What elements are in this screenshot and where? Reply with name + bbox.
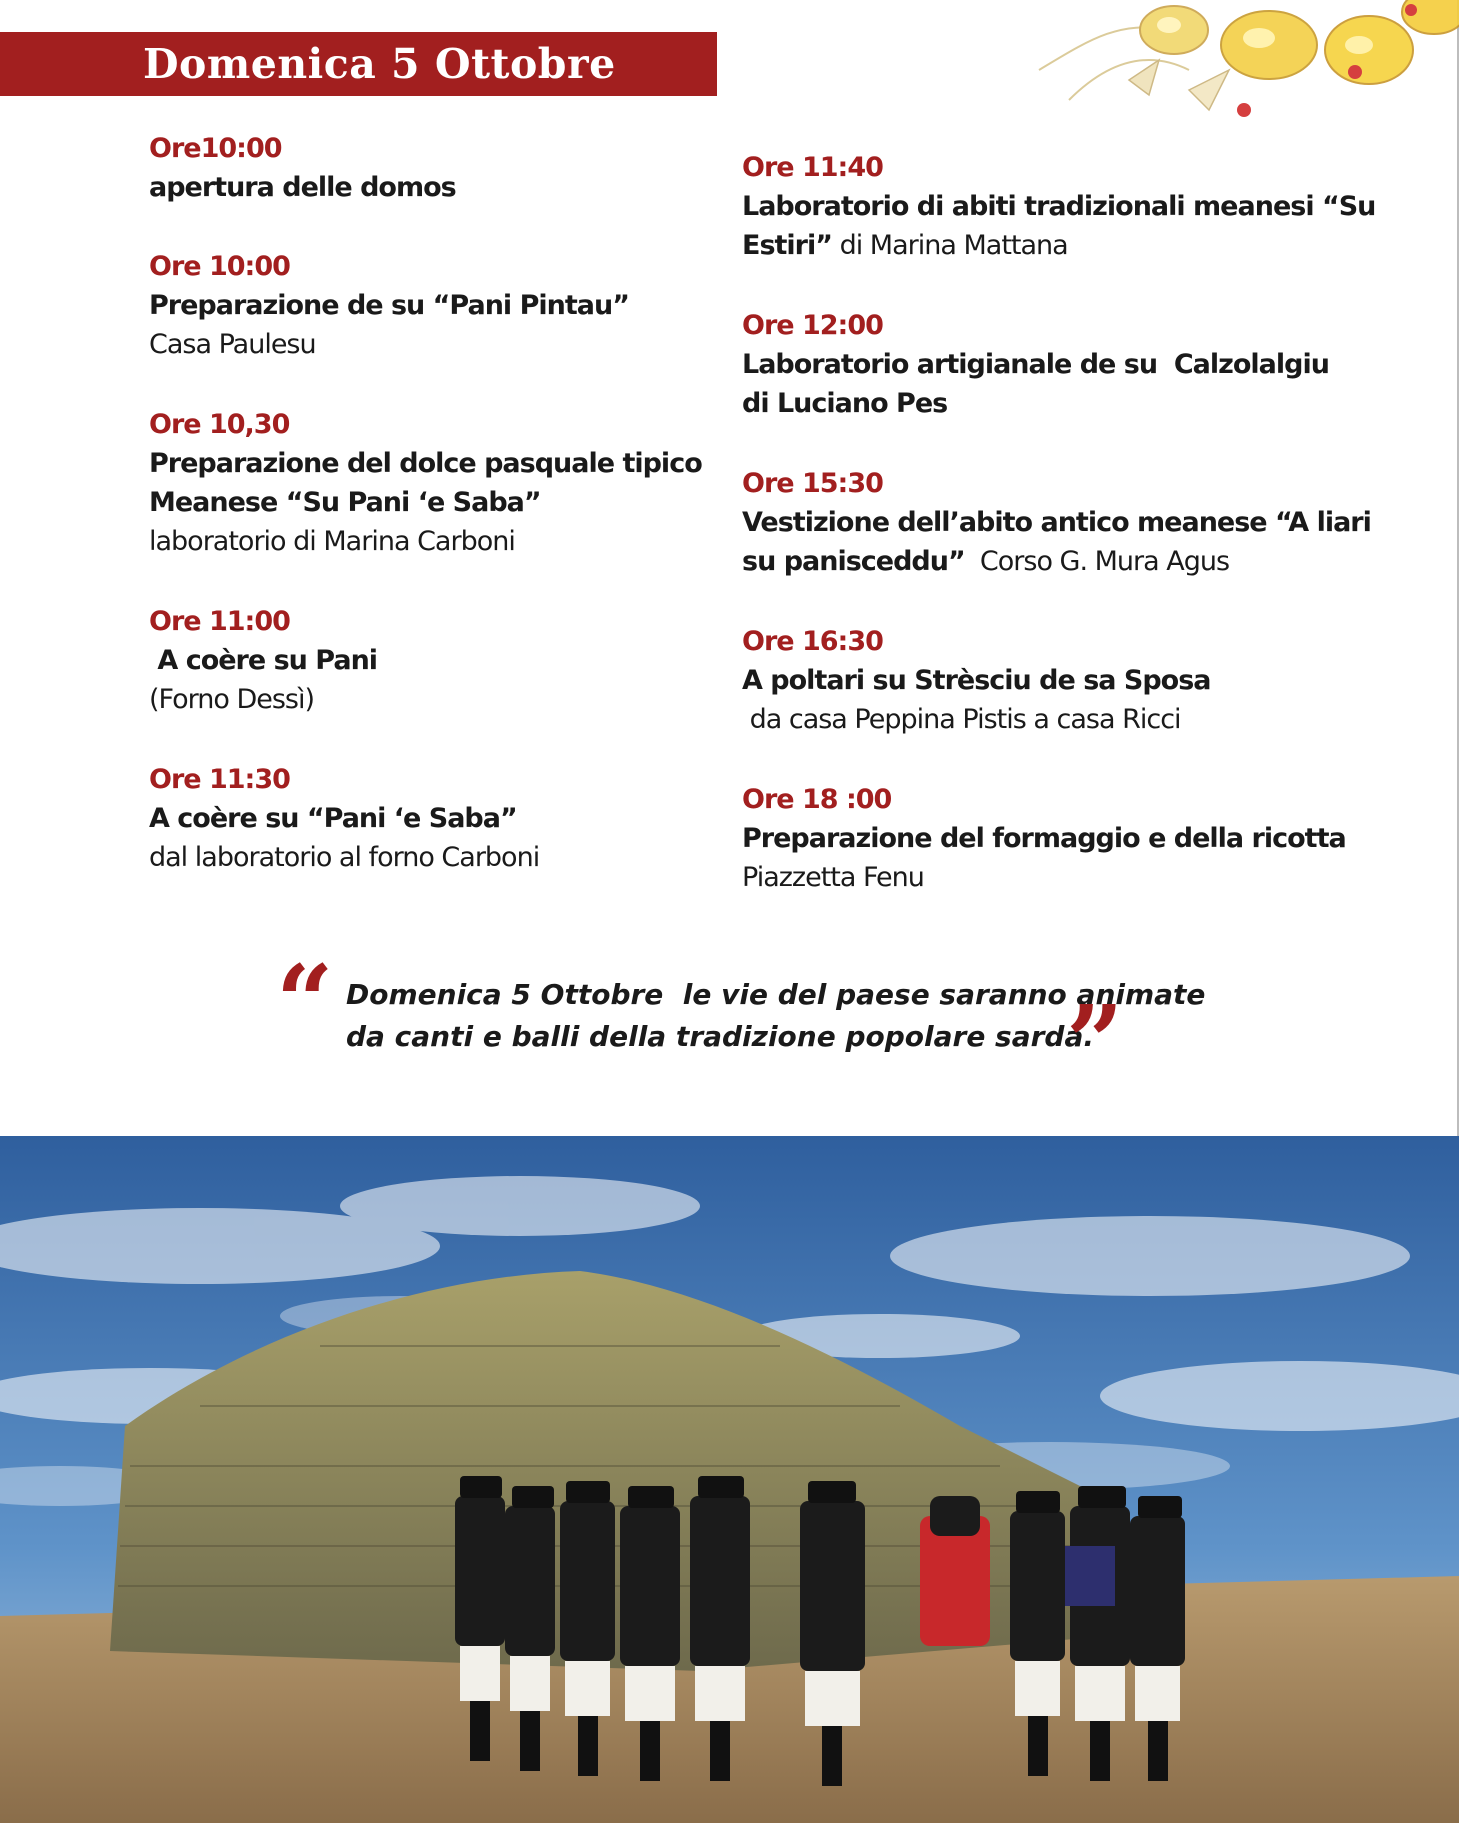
event-title: Laboratorio artigianale de su Calzolalgiu	[742, 349, 1329, 380]
event-item	[149, 405, 702, 561]
event-title: A poltari su Strèsciu de sa Sposa	[742, 665, 1211, 696]
event-time: Ore 12:00	[742, 310, 883, 341]
event-title-line2: Meanese “Su Pani ‘e Saba”	[149, 487, 541, 518]
event-title: apertura delle domos	[149, 172, 456, 203]
event-title: Vestizione dell’abito antico meanese “A liari	[742, 507, 1371, 538]
event-location: da casa Peppina Pistis a casa Ricci	[742, 704, 1181, 735]
event-title: A coère su Pani	[149, 645, 378, 676]
event-location: Piazzetta Fenu	[742, 862, 924, 893]
open-quote-mark: “	[276, 943, 334, 1061]
event-location: laboratorio di Marina Carboni	[149, 526, 515, 557]
event-title-part: su panisceddu”	[742, 546, 965, 577]
quote-block	[276, 943, 1236, 1101]
event-item	[149, 247, 629, 364]
event-item	[742, 464, 1371, 581]
nuraghe-photo	[0, 1136, 1459, 1823]
event-time: Ore 16:30	[742, 626, 883, 657]
event-location: Casa Paulesu	[149, 329, 316, 360]
event-title: Laboratorio di abiti tradizionali meanesi “Su	[742, 191, 1376, 222]
event-item	[742, 148, 1375, 265]
event-title: Preparazione de su “Pani Pintau”	[149, 290, 629, 321]
event-time: Ore 11:30	[149, 764, 290, 795]
event-item	[149, 129, 456, 207]
event-title: A coère su “Pani ‘e Saba”	[149, 803, 517, 834]
event-item	[742, 306, 1329, 423]
event-time: Ore 10,30	[149, 409, 290, 440]
event-title: Preparazione del formaggio e della ricotta	[742, 823, 1346, 854]
close-quote-mark: ”	[1066, 983, 1124, 1101]
decorative-bread-illustration	[1029, 0, 1459, 130]
event-time: Ore 18 :00	[742, 784, 892, 815]
event-title-part: Estiri”	[742, 230, 832, 261]
quote-line: da canti e balli della tradizione popolare sarda.	[346, 1020, 1095, 1053]
event-item	[742, 780, 1346, 897]
event-time: Ore10:00	[149, 133, 282, 164]
event-title: Preparazione del dolce pasquale tipico	[149, 448, 702, 479]
event-location: dal laboratorio al forno Carboni	[149, 842, 540, 873]
page-title: Domenica 5 Ottobre	[143, 40, 616, 88]
event-time: Ore 11:00	[149, 606, 290, 637]
event-location: (Forno Dessì)	[149, 684, 315, 715]
event-location: Corso G. Mura Agus	[964, 546, 1230, 577]
event-item	[149, 602, 377, 719]
event-time: Ore 11:40	[742, 152, 883, 183]
event-time: Ore 10:00	[149, 251, 290, 282]
event-item	[742, 622, 1211, 739]
event-location: di Marina Mattana	[832, 230, 1068, 261]
quote-line: Domenica 5 Ottobre le vie del paese saranno animate	[346, 978, 1206, 1011]
event-title-line2	[742, 542, 1371, 581]
event-title-line2	[742, 226, 1375, 265]
event-item	[149, 760, 539, 877]
photo-illustration	[0, 1136, 1459, 1823]
date-header-banner	[0, 32, 717, 96]
event-time: Ore 15:30	[742, 468, 883, 499]
event-title-line2: di Luciano Pes	[742, 388, 948, 419]
